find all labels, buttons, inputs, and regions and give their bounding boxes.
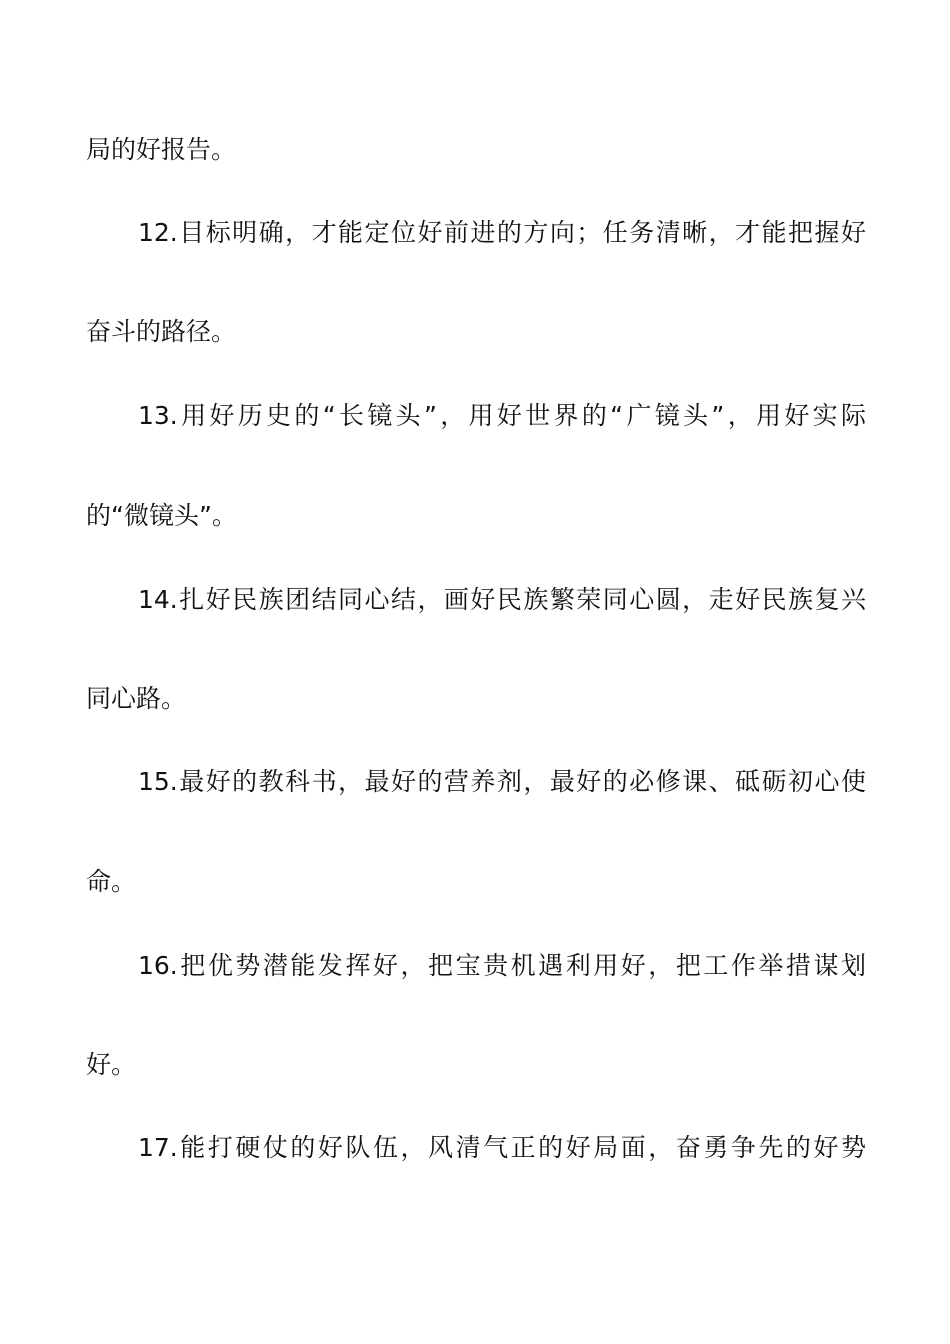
- paragraph-line: 好。: [86, 1050, 137, 1079]
- paragraph-line: 17.能打硬仗的好队伍，风清气正的好局面，奋勇争先的好势: [138, 1133, 866, 1162]
- paragraph-line: 命。: [86, 867, 137, 896]
- paragraph-line: 13.用好历史的“长镜头”，用好世界的“广镜头”，用好实际: [138, 401, 866, 430]
- paragraph-line: 奋斗的路径。: [86, 317, 237, 346]
- paragraph-line: 局的好报告。: [86, 135, 237, 164]
- paragraph-line: 12.目标明确，才能定位好前进的方向；任务清晰，才能把握好: [138, 218, 866, 247]
- paragraph-line: 14.扎好民族团结同心结，画好民族繁荣同心圆，走好民族复兴: [138, 585, 866, 614]
- paragraph-line: 的“微镜头”。: [86, 501, 237, 530]
- paragraph-line: 16.把优势潜能发挥好，把宝贵机遇利用好，把工作举措谋划: [138, 951, 866, 980]
- paragraph-line: 15.最好的教科书，最好的营养剂，最好的必修课、砥砺初心使: [138, 767, 866, 796]
- paragraph-line: 同心路。: [86, 684, 187, 713]
